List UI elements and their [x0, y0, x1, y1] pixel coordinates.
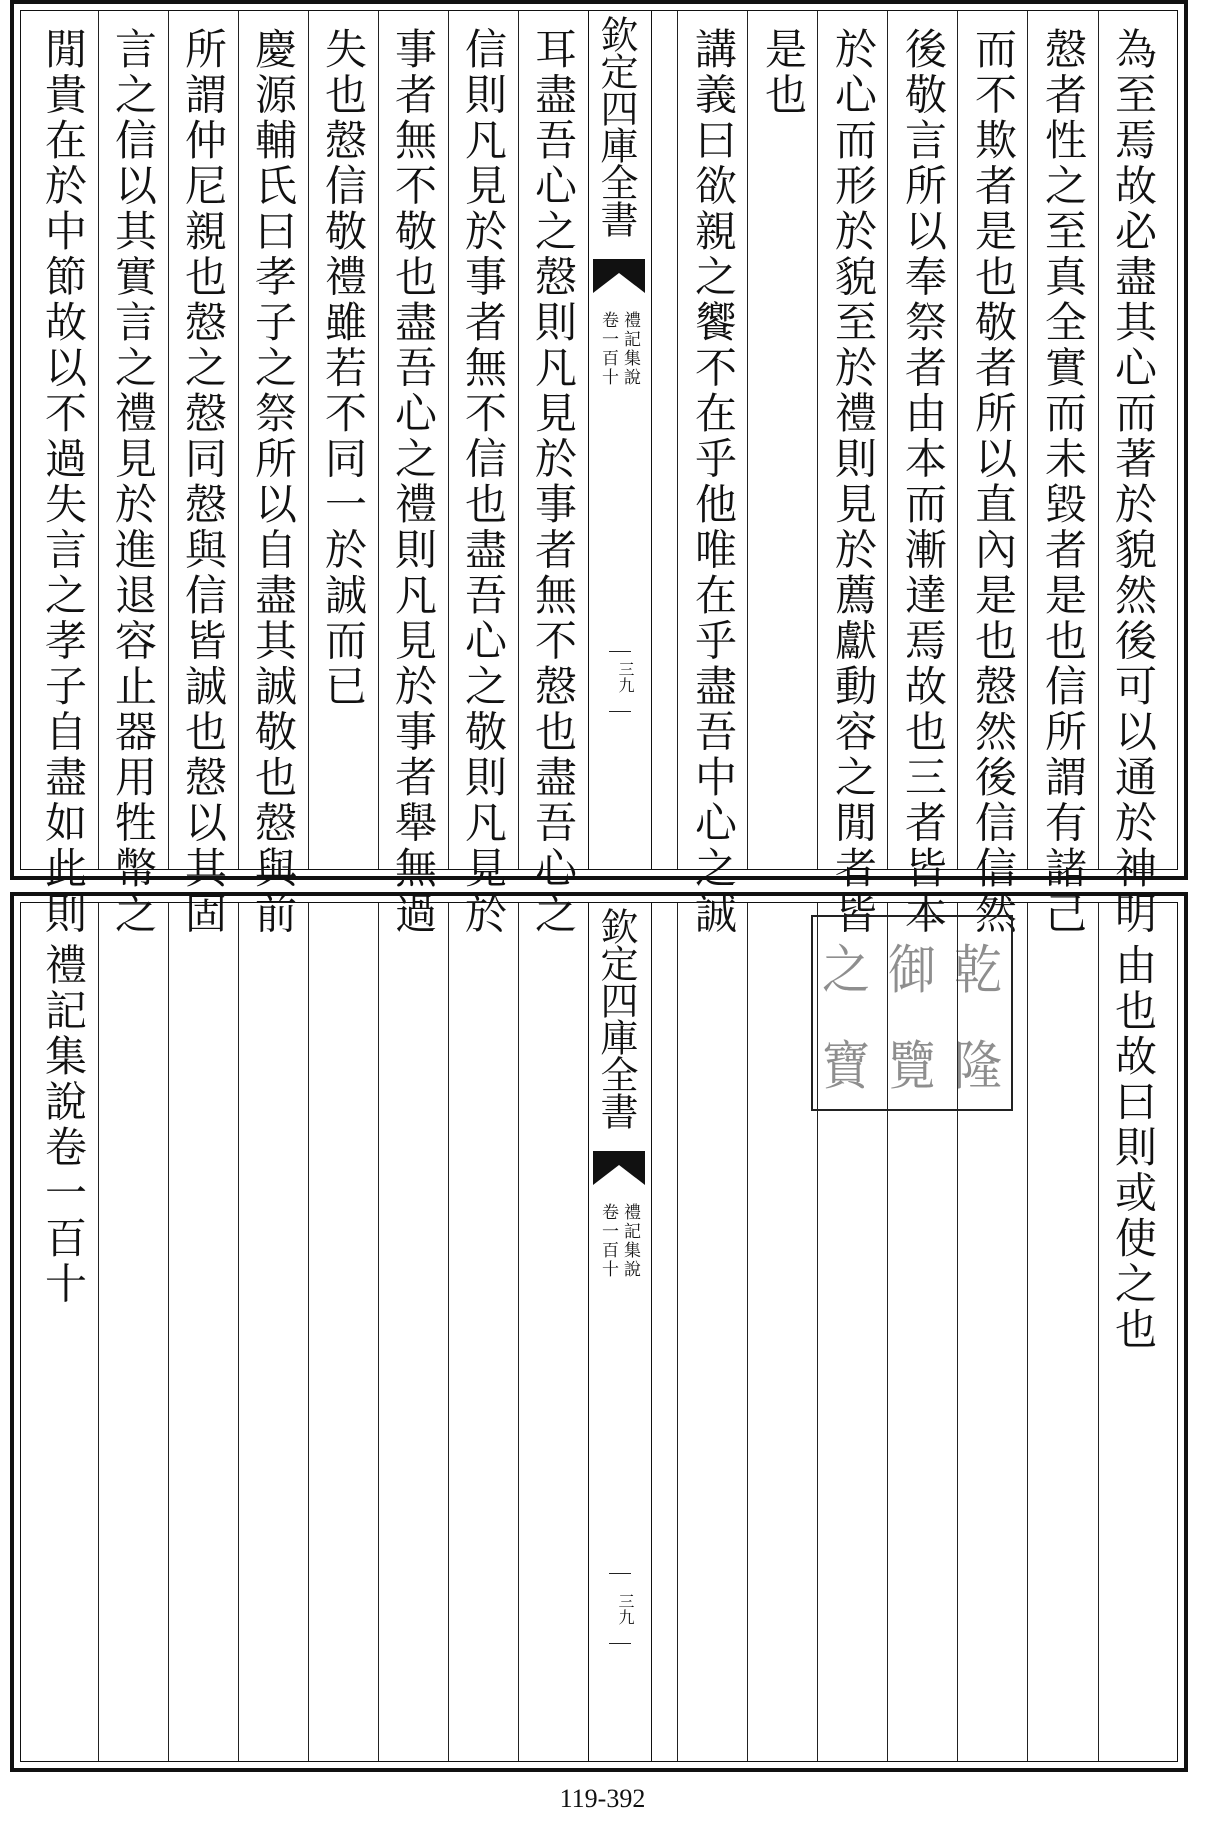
juan-number: 卷一百十 — [598, 1203, 618, 1279]
top-page — [10, 0, 1188, 937]
column-rule — [98, 11, 99, 869]
leaf-rule — [609, 651, 631, 652]
text-column: 言之信以其實言之禮見於進退容止器用牲幣之 — [109, 27, 158, 937]
column-rule — [1098, 11, 1099, 869]
bottom-page-frame — [20, 902, 1178, 1762]
text-column: 所謂仲尼親也慤之慤同慤與信皆誠也慤以其固 — [179, 27, 228, 937]
fishtail-mark-icon — [593, 1151, 645, 1185]
text-column: 事者無不敬也盡吾心之禮則凡見於事者舉無過 — [389, 27, 438, 937]
center-fold — [588, 903, 652, 1761]
text-column: 禮記集說卷一百十 — [39, 943, 88, 1307]
column-rule — [1027, 11, 1028, 869]
column-rule — [238, 11, 239, 869]
seal-characters — [813, 917, 1011, 1109]
text-column: 耳盡吾心之慤則凡見於事者無不慤也盡吾心之 — [529, 27, 578, 937]
seal-char: 乾 — [953, 939, 1002, 1001]
text-column: 於心而形於貌至於禮則見於薦獻動容之閒者皆 — [829, 27, 878, 937]
text-column: 慶源輔氏曰孝子之祭所以自盡其誠敬也慤與前 — [249, 27, 298, 937]
leaf-rule — [609, 711, 631, 712]
column-rule — [518, 11, 519, 869]
column-rule — [677, 11, 678, 869]
center-fold — [588, 11, 652, 869]
column-rule — [168, 903, 169, 1761]
column-rule — [677, 903, 678, 1761]
column-rule — [168, 11, 169, 869]
fishtail-mark-icon — [593, 259, 645, 293]
column-rule — [378, 11, 379, 869]
column-rule — [308, 11, 309, 869]
column-rule — [957, 11, 958, 869]
juan-number: 卷一百十 — [598, 311, 618, 387]
leaf-rule — [609, 1573, 631, 1574]
text-column: 後敬言所以奉祭者由本而漸達焉故也三者皆本 — [899, 27, 948, 937]
column-rule — [448, 11, 449, 869]
column-rule — [747, 903, 748, 1761]
bottom-page — [10, 892, 1188, 1772]
text-column: 由也故曰則或使之也 — [1109, 943, 1158, 1353]
text-column: 失也慤信敬禮雖若不同一於誠而已 — [319, 27, 368, 710]
leaf-rule — [609, 1643, 631, 1644]
text-column: 慤者性之至真全實而未毀者是也信所謂有諸己 — [1039, 27, 1088, 937]
column-rule — [448, 903, 449, 1761]
imperial-seal — [811, 915, 1013, 1111]
seal-char: 御 — [887, 939, 936, 1001]
column-rule — [378, 903, 379, 1761]
column-rule — [1098, 903, 1099, 1761]
text-column: 是也 — [759, 27, 808, 118]
book-title: 禮記集說 — [620, 1203, 640, 1279]
collection-title: 欽定四庫全書 — [594, 15, 638, 237]
seal-char: 寶 — [821, 1035, 870, 1097]
seal-char: 隆 — [953, 1035, 1002, 1097]
text-column: 講義曰欲親之饗不在乎他唯在乎盡吾中心之誠 — [689, 27, 738, 937]
column-rule — [518, 903, 519, 1761]
column-rule — [747, 11, 748, 869]
column-rule — [238, 903, 239, 1761]
column-rule — [1027, 903, 1028, 1761]
column-rule — [308, 903, 309, 1761]
book-title: 禮記集說 — [620, 311, 640, 387]
text-column: 而不欺者是也敬者所以直內是也慤然後信信然 — [969, 27, 1018, 937]
seal-char: 覽 — [887, 1035, 936, 1097]
column-rule — [817, 11, 818, 869]
collection-title: 欽定四庫全書 — [594, 907, 638, 1129]
top-page-frame — [20, 10, 1178, 937]
column-rule — [887, 11, 888, 869]
seal-char: 之 — [821, 939, 870, 1001]
text-column: 閒貴在於中節故以不過失言之孝子自盡如此則 — [39, 27, 88, 937]
leaf-number: 三九 — [616, 1593, 635, 1625]
text-column: 為至焉故必盡其心而著於貌然後可以通於神明 — [1109, 27, 1158, 937]
column-rule — [98, 903, 99, 1761]
text-column: 信則凡見於事者無不信也盡吾心之敬則凡見於 — [459, 27, 508, 937]
leaf-number: 三九 — [616, 661, 635, 693]
page-number: 119-392 — [559, 1784, 646, 1813]
